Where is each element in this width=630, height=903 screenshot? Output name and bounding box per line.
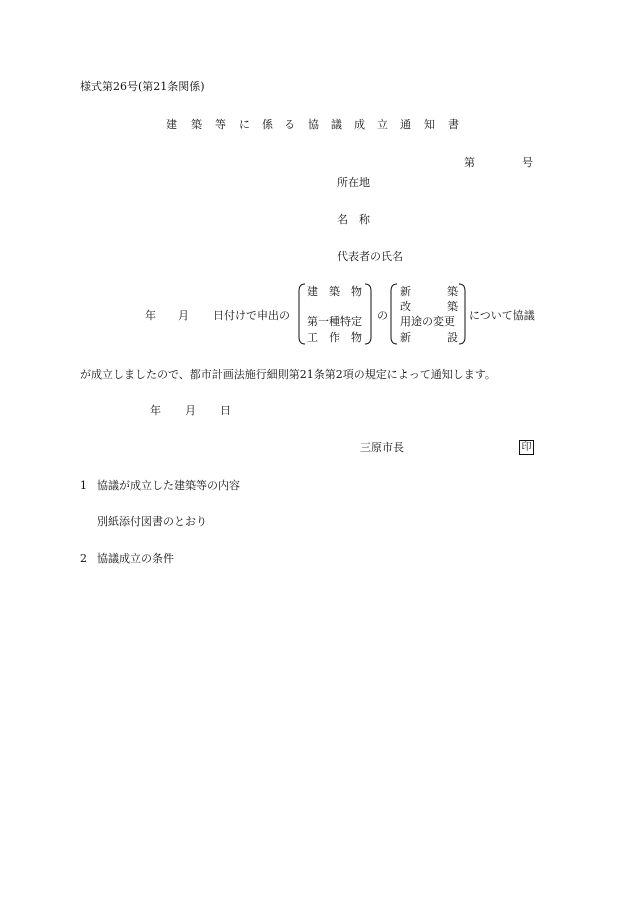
right-bracket-open — [390, 283, 398, 345]
section-1-number: 1 — [80, 479, 87, 492]
right-option-1b: 築 — [447, 285, 458, 298]
application-year: 年 — [145, 309, 156, 322]
application-month: 月 — [178, 309, 189, 322]
application-tail: について協議 — [469, 309, 535, 322]
section-1-content: 別紙添付図書のとおり — [97, 515, 207, 528]
left-option-3c: 物 — [351, 331, 362, 344]
title-char: 協 — [308, 118, 319, 131]
right-option-2b: 築 — [447, 300, 458, 313]
left-option-3b: 作 — [329, 331, 340, 344]
date-month: 月 — [185, 404, 196, 417]
representative-label: 代表者の氏名 — [337, 250, 403, 263]
number-go: 号 — [522, 156, 533, 169]
connector-no: の — [377, 309, 388, 322]
title-char: 通 — [400, 118, 411, 131]
title-char: に — [239, 118, 250, 131]
date-year: 年 — [150, 404, 161, 417]
right-option-3: 用途の変更 — [400, 315, 455, 328]
section-1-heading: 協議が成立した建築等の内容 — [97, 479, 240, 492]
title-char: 議 — [331, 118, 342, 131]
date-day: 日 — [220, 404, 231, 417]
right-option-4b: 設 — [447, 331, 458, 344]
left-option-1b: 築 — [329, 285, 340, 298]
right-option-4a: 新 — [400, 331, 411, 344]
left-bracket-close — [364, 283, 372, 345]
seal-stamp: 印 — [519, 440, 534, 455]
number-dai: 第 — [464, 156, 475, 169]
title-char: る — [284, 118, 295, 131]
body-sentence: が成立しましたので、都市計画法施行細則第21条第2項の規定によって通知します。 — [80, 368, 496, 381]
name-label-2: 称 — [359, 213, 370, 226]
right-option-1a: 新 — [400, 285, 411, 298]
location-label: 所在地 — [337, 176, 370, 189]
left-option-1a: 建 — [307, 285, 318, 298]
section-2-heading: 協議成立の条件 — [97, 552, 174, 565]
sender-name: 三原市長 — [360, 441, 404, 454]
left-bracket-open — [298, 283, 306, 345]
right-bracket-close — [458, 283, 466, 345]
left-option-3a: 工 — [307, 331, 318, 344]
application-date-suffix: 日付けで申出の — [213, 309, 290, 322]
name-label-1: 名 — [337, 213, 348, 226]
title-char: 立 — [377, 118, 388, 131]
title-char: 係 — [262, 118, 273, 131]
title-char: 等 — [215, 118, 226, 131]
title-char: 築 — [191, 118, 202, 131]
title-char: 建 — [166, 118, 177, 131]
left-option-2: 第一種特定 — [307, 315, 362, 328]
left-option-1c: 物 — [351, 285, 362, 298]
title-char: 知 — [424, 118, 435, 131]
section-2-number: 2 — [80, 552, 87, 565]
title-char: 成 — [354, 118, 365, 131]
right-option-2a: 改 — [400, 300, 411, 313]
form-number: 様式第26号(第21条関係) — [80, 80, 205, 93]
title-char: 書 — [448, 118, 459, 131]
